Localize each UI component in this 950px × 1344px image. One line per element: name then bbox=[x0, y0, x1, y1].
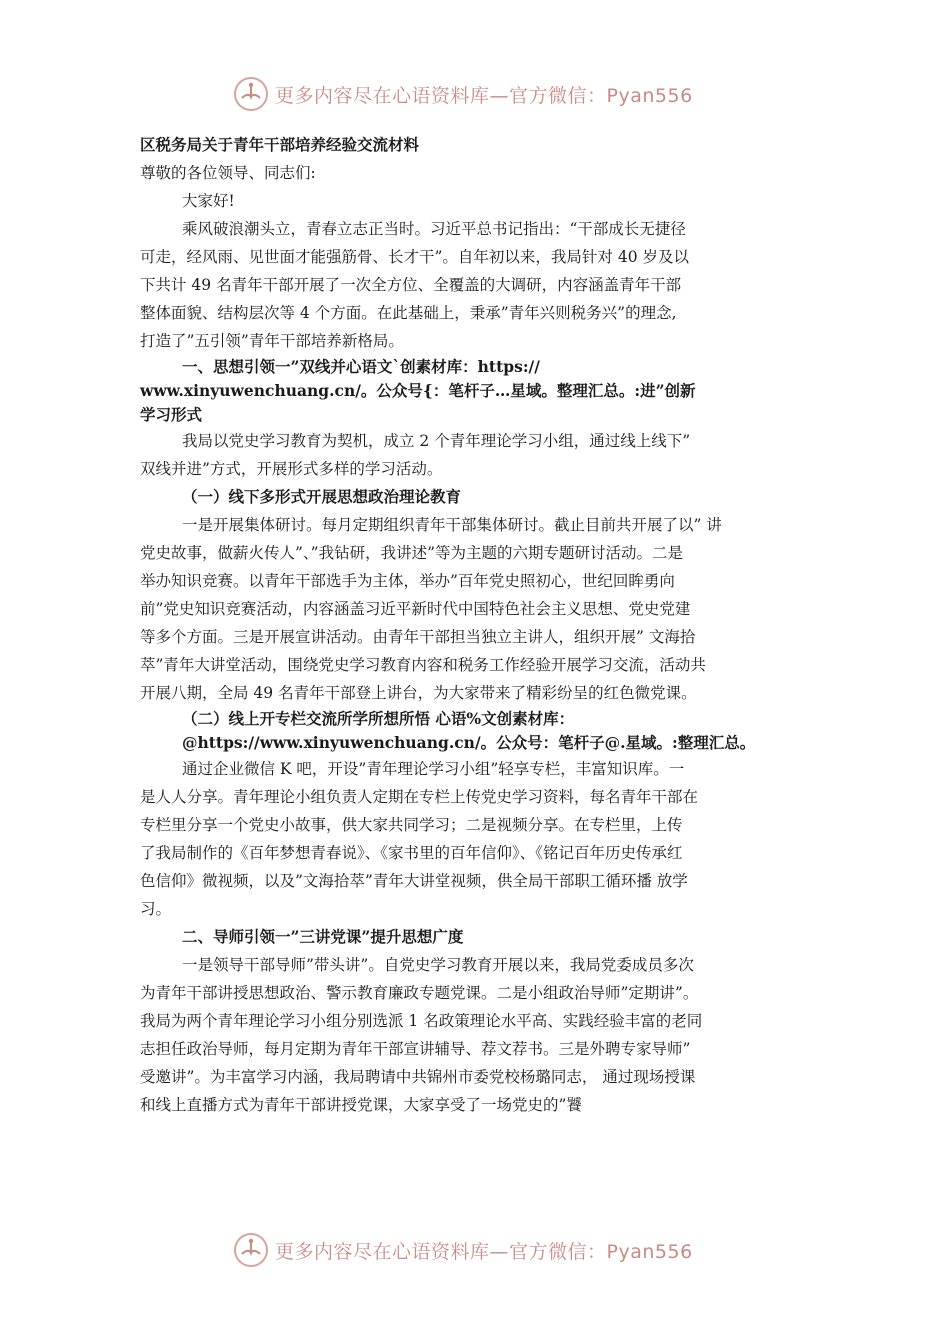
text-line: 了我局制作的《百年梦想青春说》、《家书里的百年信仰》、《铭记百年历史传承红 bbox=[140, 844, 683, 862]
book-logo-icon bbox=[233, 1232, 269, 1268]
footer-banner bbox=[233, 1230, 753, 1270]
text-line: 可走，经风雨、见世面才能强筋骨、长才干”。自年初以来，我局针对 40 岁及以 bbox=[140, 248, 690, 266]
banner-text: 更多内容尽在心语资料库—官方微信：Pyan556 bbox=[275, 1240, 693, 1263]
text-line: 尊敬的各位领导、同志们: bbox=[140, 164, 316, 182]
subsection-heading: （一）线下多形式开展思想政治理论教育 bbox=[182, 487, 462, 506]
text-line: 大家好! bbox=[182, 192, 235, 210]
text-line: 乘风破浪潮头立，青春立志正当时。习近平总书记指出：“干部成长无捷径 bbox=[182, 220, 686, 238]
text-line: 和线上直播方式为青年干部讲授党课，大家享受了一场党史的”饕 bbox=[140, 1096, 582, 1114]
text-line: 整体面貌、结构层次等 4 个方面。在此基础上，秉承”青年兴则税务兴”的理念, bbox=[140, 304, 677, 322]
text-line: 举办知识竞赛。以青年干部选手为主体，举办”百年党史照初心，世纪回眸勇向 bbox=[140, 572, 675, 590]
text-line: 受邀讲”。为丰富学习内涵，我局聘请中共锦州市委党校杨璐同志， 通过现场授课 bbox=[140, 1068, 696, 1086]
section-heading: www.xinyuwenchuang.cn/。公众号{：笔杆子…星域。整理汇总。:进”创新 bbox=[140, 381, 696, 400]
text-line: 下共计 49 名青年干部开展了一次全方位、全覆盖的大调研，内容涵盖青年干部 bbox=[140, 276, 682, 294]
text-line: 我局以党史学习教育为契机，成立 2 个青年理论学习小组，通过线上线下” bbox=[182, 432, 691, 450]
header-banner bbox=[233, 74, 753, 114]
text-line: 为青年干部讲授思想政治、警示教育廉政专题党课。二是小组政治导师”定期讲”。 bbox=[140, 984, 699, 1002]
text-line: 打造了”五引领”青年干部培养新格局。 bbox=[140, 332, 404, 350]
document-title: 区税务局关于青年干部培养经验交流材料 bbox=[140, 135, 420, 154]
text-line: 一是领导干部导师”带头讲”。自党史学习教育开展以来，我局党委成员多次 bbox=[182, 956, 694, 974]
subsection-heading: @https://www.xinyuwenchuang.cn/。公众号：笔杆子@.星域。:整理汇总。 bbox=[182, 733, 756, 752]
book-logo-icon bbox=[233, 76, 269, 112]
text-line: 开展八期，全局 49 名青年干部登上讲台，为大家带来了精彩纷呈的红色微党课。 bbox=[140, 684, 697, 702]
text-line: 萃”青年大讲堂活动，围绕党史学习教育内容和税务工作经验开展学习交流，活动共 bbox=[140, 656, 706, 674]
text-line: 前”党史知识竞赛活动，内容涵盖习近平新时代中国特色社会主义思想、党史党建 bbox=[140, 600, 691, 618]
section-heading: 二、导师引领一”三讲党课”提升思想广度 bbox=[182, 927, 464, 946]
text-line: 专栏里分享一个党史小故事，供大家共同学习；二是视频分享。在专栏里，上传 bbox=[140, 816, 683, 834]
text-line: 通过企业微信 K 吧，开设”青年理论学习小组”轻享专栏，丰富知识库。一 bbox=[182, 760, 685, 778]
section-heading: 学习形式 bbox=[140, 405, 203, 424]
text-line: 党史故事，做薪火传人”、”我钻研，我讲述”等为主题的六期专题研讨活动。二是 bbox=[140, 544, 684, 562]
text-line: 是人人分享。青年理论小组负责人定期在专栏上传党史学习资料，每名青年干部在 bbox=[140, 788, 699, 806]
text-line: 色信仰》微视频，以及”文海拾萃”青年大讲堂视频，供全局干部职工循环播 放学 bbox=[140, 872, 688, 890]
text-line: 一是开展集体研讨。每月定期组织青年干部集体研讨。截止目前共开展了以” 讲 bbox=[182, 516, 722, 534]
text-line: 我局为两个青年理论学习小组分别选派 1 名政策理论水平高、实践经验丰富的老同 bbox=[140, 1012, 703, 1030]
text-line: 志担任政治导师，每月定期为青年干部宣讲辅导、荐文荐书。三是外聘专家导师” bbox=[140, 1040, 691, 1058]
document-body bbox=[140, 131, 825, 1119]
text-line: 等多个方面。三是开展宣讲活动。由青年干部担当独立主讲人，组织开展” 文海拾 bbox=[140, 628, 696, 646]
text-line: 双线并进”方式，开展形式多样的学习活动。 bbox=[140, 460, 443, 478]
text-line: 习。 bbox=[140, 900, 172, 918]
banner-text: 更多内容尽在心语资料库—官方微信：Pyan556 bbox=[275, 84, 693, 107]
subsection-heading: （二）线上开专栏交流所学所想所悟 心语%文创素材库： bbox=[182, 709, 575, 728]
section-heading: 一、思想引领一”双线并心语文`创素材库：https:// bbox=[182, 357, 540, 376]
